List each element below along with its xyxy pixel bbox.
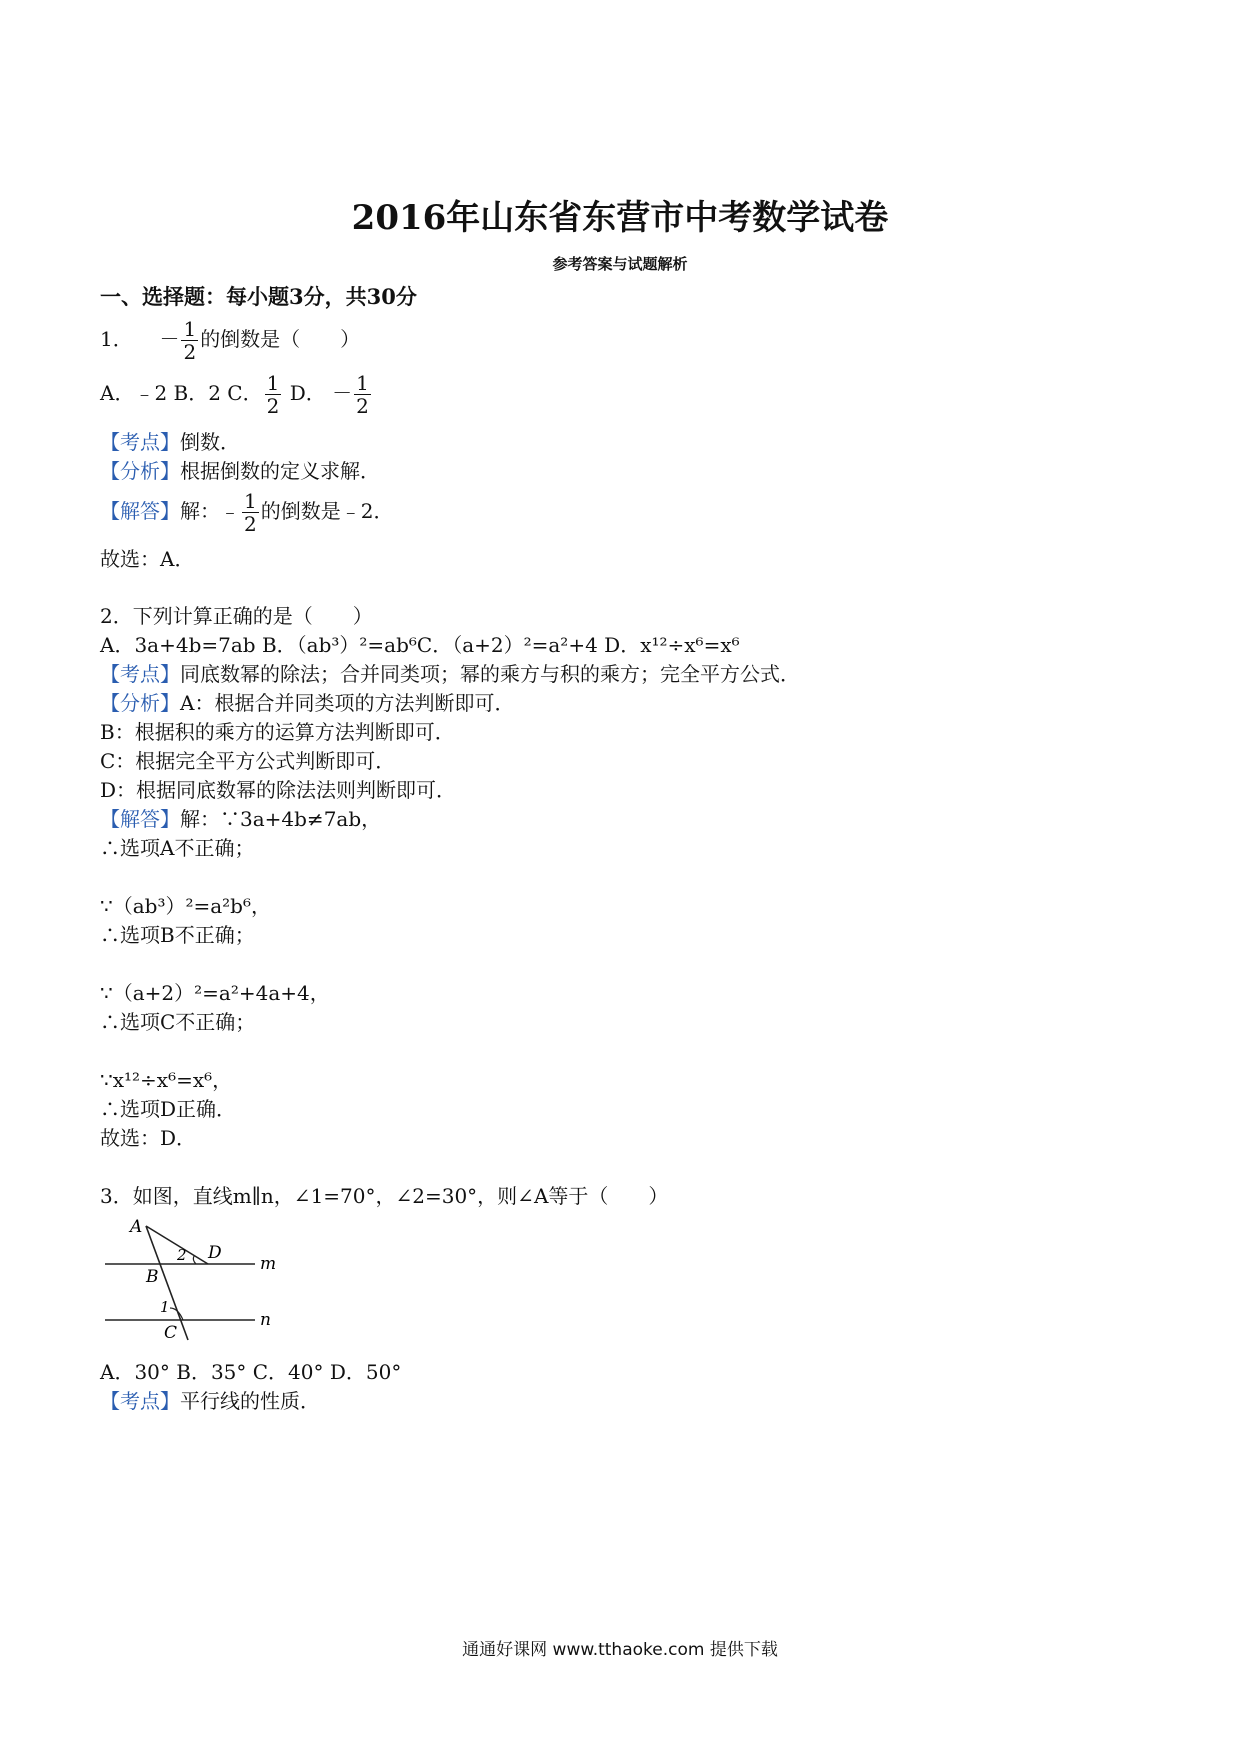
q2-fenxi-c: C：根据完全平方公式判断即可． — [100, 749, 396, 773]
q2-kaodian — [100, 658, 800, 687]
q1-kaodian — [100, 426, 240, 455]
label-d: D — [208, 1243, 222, 1263]
q1-jieda-den: 2 — [244, 512, 257, 536]
q3-kaodian — [100, 1385, 320, 1414]
q1-frac-sign: － — [159, 327, 180, 351]
q2-conclusion-a: ∴选项A不正确； — [100, 836, 255, 860]
q3-kaodian-text: 平行线的性质． — [180, 1389, 320, 1413]
q1-frac-num: 1 — [183, 317, 197, 341]
q1-frac-den: 2 — [183, 340, 197, 364]
label-n: n — [260, 1310, 271, 1330]
q1-fenxi-text: 根据倒数的定义求解． — [180, 459, 380, 483]
q2-jieda — [100, 803, 381, 832]
q1-stem-tail: 的倒数是（ ） — [200, 327, 361, 351]
q3-kaodian-tag: 【考点】 — [100, 1389, 180, 1413]
angle-1-arc — [170, 1308, 183, 1320]
q2-fenxi-tag: 【分析】 — [100, 691, 180, 715]
q1-fraction — [181, 318, 198, 363]
q2-conclusion-c: ∴选项C不正确； — [100, 1010, 256, 1034]
q1-kaodian-text: 倒数． — [180, 430, 240, 454]
q1-jieda-post: 的倒数是﹣2． — [260, 499, 394, 523]
q1-jieda-pre: 解：﹣ — [180, 499, 240, 523]
q3-figure — [100, 1212, 290, 1347]
q1-jieda-tag: 【解答】 — [100, 499, 180, 523]
page-subtitle: 参考答案与试题解析 — [552, 255, 688, 273]
q2-conclusion-d: ∴选项D正确． — [100, 1097, 237, 1121]
label-m: m — [260, 1254, 277, 1274]
q1-opt-d-num: 1 — [356, 371, 369, 395]
q3-options: A．30° B．35° C．40° D．50° — [100, 1360, 402, 1384]
q1-opt-c-num: 1 — [266, 371, 280, 395]
q1-jieda — [100, 490, 393, 535]
page-title: 2016年山东省东营市中考数学试卷 — [351, 198, 889, 238]
q1-opt-d-den: 2 — [356, 394, 369, 418]
q1-opt-d-sign: － — [332, 381, 353, 405]
q1-opt-d-label: D． — [289, 381, 326, 405]
label-angle-2: 2 — [177, 1246, 187, 1264]
q1-stem — [100, 318, 360, 363]
q2-fenxi-b: B：根据积的乘方的运算方法判断即可． — [100, 720, 455, 744]
q1-jieda-fraction — [242, 490, 259, 535]
q2-fenxi — [100, 687, 514, 716]
q2-fenxi-text: A：根据合并同类项的方法判断即可． — [180, 691, 515, 715]
q1-kaodian-tag: 【考点】 — [100, 430, 180, 454]
q2-choice: 故选：D． — [100, 1126, 197, 1150]
label-b: B — [146, 1267, 159, 1287]
page-footer: 通通好课网 www.tthaoke.com 提供下载 — [462, 1640, 778, 1660]
q2-because-b: ∵（ab³）²=a²b⁶， — [100, 894, 272, 918]
label-angle-1: 1 — [160, 1298, 170, 1316]
q2-options: A．3a+4b=7ab B．（ab³）²=ab⁶C．（a+2）²=a²+4 D．x¹²÷x⁶=x⁶ — [100, 633, 740, 657]
q1-opt-d-fraction — [354, 372, 371, 417]
label-c: C — [164, 1323, 178, 1343]
q2-because-d: ∵x¹²÷x⁶=x⁶， — [100, 1068, 233, 1092]
q2-kaodian-tag: 【考点】 — [100, 662, 180, 686]
q2-kaodian-text: 同底数幂的除法；合并同类项；幂的乘方与积的乘方；完全平方公式． — [180, 662, 800, 686]
q2-jieda-text: 解：∵3a+4b≠7ab， — [180, 807, 382, 831]
q3-stem: 3．如图，直线m∥n，∠1=70°，∠2=30°，则∠A等于（ ） — [100, 1184, 669, 1208]
q1-options — [100, 372, 373, 417]
q1-choice: 故选：A． — [100, 547, 195, 571]
q2-conclusion-b: ∴选项B不正确； — [100, 923, 255, 947]
q1-number: 1． — [100, 327, 133, 351]
q1-jieda-num: 1 — [244, 489, 257, 513]
q1-options-ab: A．﹣2 B．2 C． — [100, 381, 263, 405]
q2-fenxi-d: D：根据同底数幂的除法法则判断即可． — [100, 778, 457, 802]
q1-opt-c-fraction — [265, 372, 282, 417]
section-heading: 一、选择题：每小题3分，共30分 — [100, 284, 417, 309]
q1-opt-c-den: 2 — [266, 394, 280, 418]
q2-because-c: ∵（a+2）²=a²+4a+4， — [100, 981, 330, 1005]
q1-fenxi — [100, 455, 380, 484]
q2-stem: 2．下列计算正确的是（ ） — [100, 604, 373, 628]
q2-jieda-tag: 【解答】 — [100, 807, 180, 831]
q1-fenxi-tag: 【分析】 — [100, 459, 180, 483]
label-a: A — [130, 1217, 143, 1237]
